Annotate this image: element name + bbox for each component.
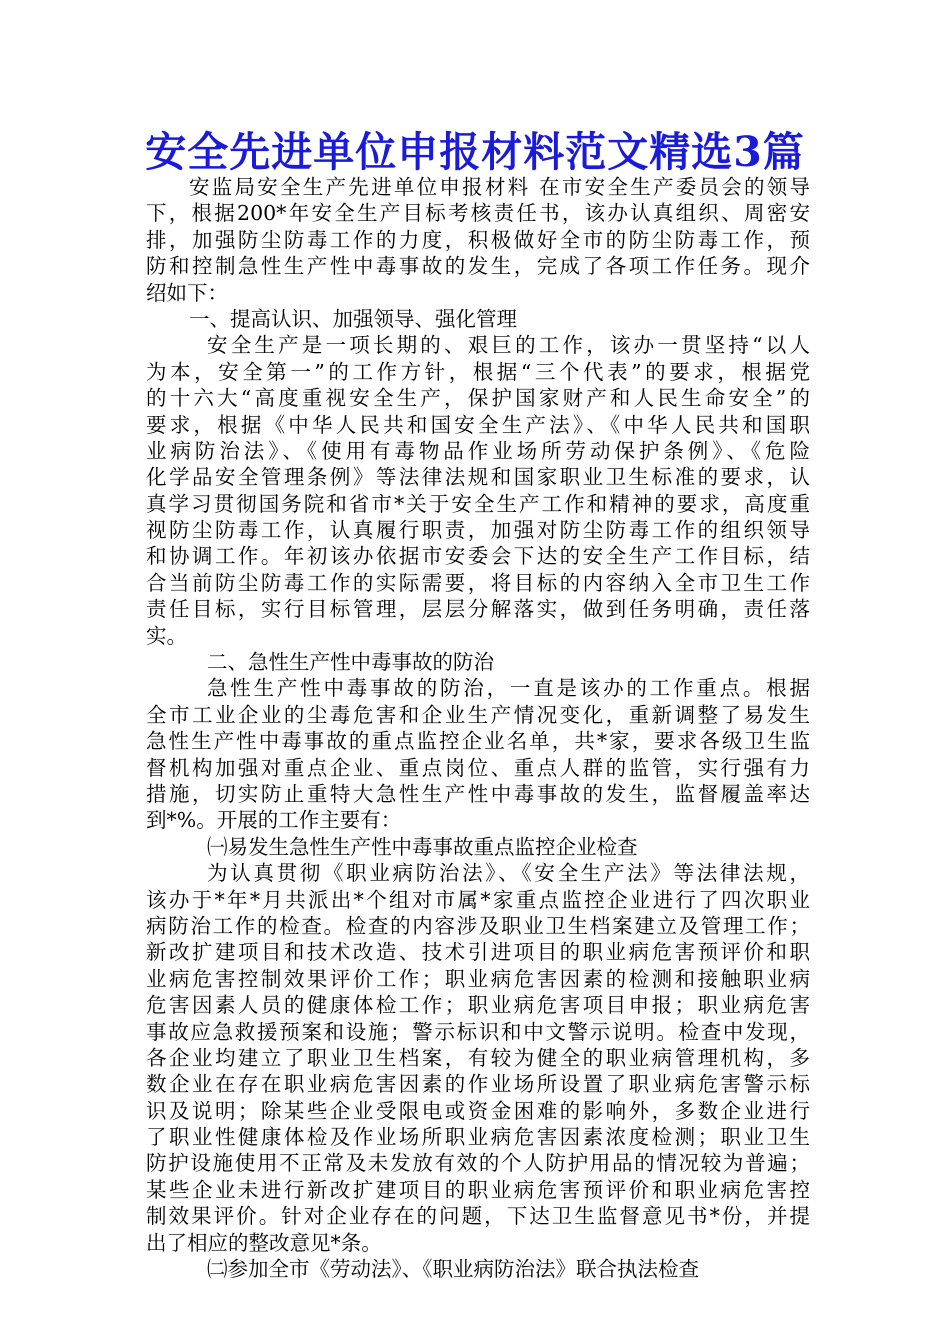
text-line: 各企业均建立了职业卫生档案，有较为健全的职业病管理机构，多 <box>146 1045 810 1070</box>
text-line: 该办于*年*月共派出*个组对市属*家重点监控企业进行了四次职业 <box>146 887 810 912</box>
text-line: 安全生产是一项长期的、艰巨的工作，该办一贯坚持“以人 <box>207 333 810 358</box>
text-line: 和协调工作。年初该办依据市安委会下达的安全生产工作目标，结 <box>146 544 810 569</box>
text-line: 合当前防尘防毒工作的实际需要，将目标的内容纳入全市卫生工作 <box>146 570 810 595</box>
text-line: 一、提高认识、加强领导、强化管理 <box>189 306 517 331</box>
text-line: 业病危害控制效果评价工作；职业病危害因素的检测和接触职业病 <box>146 966 810 991</box>
text-line: 数企业在存在职业病危害因素的作业场所设置了职业病危害警示标 <box>146 1072 810 1097</box>
text-line: 急性生产性中毒事故的重点监控企业名单，共*家，要求各级卫生监 <box>146 729 810 754</box>
text-line: 实。 <box>146 623 187 648</box>
text-line: 的十六大“高度重视安全生产，保护国家财产和人民生命安全”的 <box>146 386 810 411</box>
text-line: 防和控制急性生产性中毒事故的发生，完成了各项工作任务。现介 <box>146 254 810 279</box>
text-line: 排，加强防尘防毒工作的力度，积极做好全市的防尘防毒工作，预 <box>146 227 810 252</box>
document-body <box>146 174 810 1282</box>
text-line: 安监局安全生产先进单位申报材料 在市安全生产委员会的领导 <box>189 175 810 199</box>
text-line: 化学品安全管理条例》等法律法规和国家职业卫生标准的要求，认 <box>146 465 810 490</box>
text-line: 措施，切实防止重特大急性生产性中毒事故的发生，监督履盖率达 <box>146 781 810 806</box>
text-line: 制效果评价。针对企业存在的问题，下达卫生监督意见书*份，并提 <box>146 1204 810 1229</box>
text-line: 新改扩建项目和技术改造、技术引进项目的职业病危害预评价和职 <box>146 940 810 965</box>
text-line: 为认真贯彻《职业病防治法》、《安全生产法》等法律法规， <box>207 861 810 886</box>
text-line: 业病防治法》、《使用有毒物品作业场所劳动保护条例》、《危险 <box>146 438 810 463</box>
text-line: ㈡参加全市《劳动法》、《职业病防治法》联合执法检查 <box>207 1257 699 1282</box>
text-line: 防护设施使用不正常及未发放有效的个人防护用品的情况较为普遍； <box>146 1151 810 1176</box>
text-line: 急性生产性中毒事故的防治，一直是该办的工作重点。根据 <box>207 676 810 701</box>
text-line: 事故应急救援预案和设施；警示标识和中文警示说明。检查中发现， <box>146 1019 810 1044</box>
text-line: 下，根据200*年安全生产目标考核责任书，该办认真组织、周密安 <box>146 201 810 226</box>
text-line: 危害因素人员的健康体检工作；职业病危害项目申报；职业病危害 <box>146 993 810 1018</box>
text-line: 到*%。开展的工作主要有： <box>146 808 402 833</box>
text-line: 责任目标，实行目标管理，层层分解落实，做到任务明确，责任落 <box>146 597 810 622</box>
text-line: ㈠易发生急性生产性中毒事故重点监控企业检查 <box>207 834 638 859</box>
text-line: 某些企业未进行新改扩建项目的职业病危害预评价和职业病危害控 <box>146 1177 810 1202</box>
text-line: 全市工业企业的尘毒危害和企业生产情况变化，重新调整了易发生 <box>146 702 810 727</box>
text-line: 出了相应的整改意见*条。 <box>146 1230 382 1255</box>
text-line: 为本，安全第一”的工作方针，根据“三个代表”的要求，根据党 <box>146 359 810 384</box>
text-line: 绍如下： <box>146 280 228 305</box>
text-line: 视防尘防毒工作，认真履行职责，加强对防尘防毒工作的组织领导 <box>146 518 810 543</box>
text-line: 真学习贯彻国务院和省市*关于安全生产工作和精神的要求，高度重 <box>146 491 810 516</box>
text-line: 了职业性健康体检及作业场所职业病危害因素浓度检测；职业卫生 <box>146 1125 810 1150</box>
document-title: 安全先进单位申报材料范文精选3篇 <box>145 128 805 176</box>
text-line: 督机构加强对重点企业、重点岗位、重点人群的监管，实行强有力 <box>146 755 810 780</box>
text-line: 识及说明；除某些企业受限电或资金困难的影响外，多数企业进行 <box>146 1098 810 1123</box>
text-line: 二、急性生产性中毒事故的防治 <box>207 650 494 675</box>
text-line: 要求，根据《中华人民共和国安全生产法》、《中华人民共和国职 <box>146 412 810 437</box>
text-line: 病防治工作的检查。检查的内容涉及职业卫生档案建立及管理工作； <box>146 913 810 938</box>
